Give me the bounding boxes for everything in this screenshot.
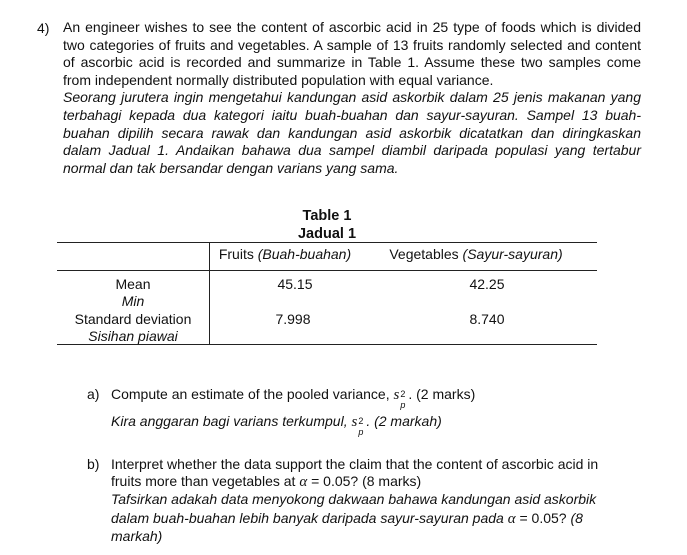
column-header-fruits: Fruits (Buah-buahan)	[218, 246, 352, 262]
mean-vegetables-value: 42.25	[469, 276, 505, 292]
mean-fruits-value: 45.15	[277, 276, 313, 292]
part-b-malay-line2: dalam buah-buahan lebih banyak daripada sayur-sayuran pada α = 0.05? (8	[111, 510, 583, 527]
sd-fruits-value: 7.998	[275, 311, 311, 327]
question-number: 4)	[37, 20, 50, 36]
table-column-divider	[209, 242, 210, 344]
part-a-letter: a)	[87, 386, 100, 402]
sd-vegetables-value: 8.740	[469, 311, 505, 327]
question-text	[63, 19, 641, 177]
question-malay: Seorang jurutera ingin mengetahui kandungan asid askorbik dalam 25 jenis makanan yang terbahagi kepada dua kategori iaitu buah-buahan dan sayur-sayuran. Sampel 13 buah-buahan dipilih secara rawak dan kandungan asid askorbik dicatatkan dan diringkaskan dalam Jadual 1. Andaikan bahawa dua sampel diambil daripada populasi yang tertabur normal dan tak bersandar dengan varians yang sama.	[63, 89, 641, 176]
table-title-malay: Jadual 1	[297, 226, 357, 242]
part-a-malay: Kira anggaran bagi varians terkumpul, s 2 p . (2 markah)	[111, 413, 442, 437]
table-header-rule	[57, 270, 597, 271]
part-b-malay-line1: Tafsirkan adakah data menyokong dakwaan bahawa kandungan asid askorbik	[111, 491, 597, 507]
part-b-english-line2: fruits more than vegetables at α = 0.05? (8 marks)	[111, 473, 422, 490]
question-english: An engineer wishes to see the content of ascorbic acid in 25 type of foods which is divided two categories of fruits and vegetables. A sample of 13 fruits randomly selected and content of ascorbic acid is recorded and summarize in Table 1. Assume these two samples come from independent normally distributed population with equal variance.	[63, 19, 641, 88]
table-top-rule	[57, 242, 597, 243]
table-title: Table 1	[302, 208, 352, 224]
part-b-malay-line3: markah)	[111, 528, 163, 544]
row-label-mean: Mean Min	[115, 276, 151, 309]
part-b-english-line1: Interpret whether the data support the claim that the content of ascorbic acid in	[111, 456, 599, 472]
row-label-sd: Standard deviation Sisihan piawai	[74, 311, 192, 344]
part-a-english: Compute an estimate of the pooled variance, s 2 p . (2 marks)	[111, 386, 476, 410]
part-b-letter: b)	[87, 456, 100, 472]
column-header-vegetables: Vegetables (Sayur-sayuran)	[389, 246, 563, 262]
